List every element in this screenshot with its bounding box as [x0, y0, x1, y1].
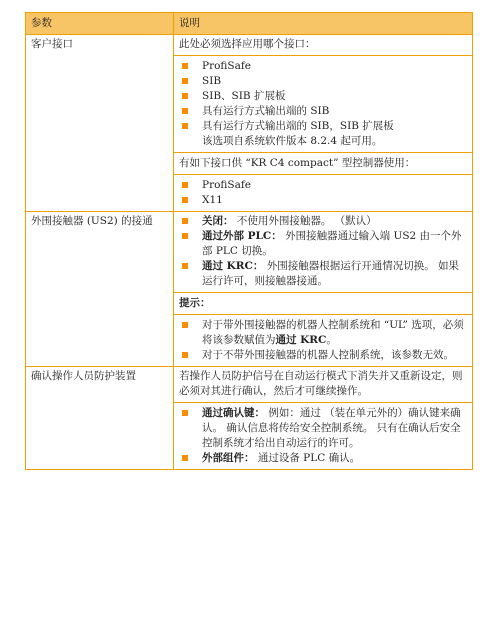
- list-item: SIB、SIB 扩展板: [179, 89, 468, 104]
- param-cell: 确认操作人员防护装置: [26, 367, 174, 470]
- list-item: 通过确认键： 例如：通过 （装在单元外的）确认键来确认。 确认信息将传给安全控制系统。 只有在确认后安全控制系统才给出自动运行的许可。: [179, 406, 468, 451]
- intro-text: 若操作人员防护信号在自动运行模式下消失并又重新设定，则必须对其进行确认，然后才可继续操作。: [179, 370, 463, 397]
- header-param: 参数: [26, 13, 174, 35]
- table-row: [26, 367, 473, 470]
- list-item: 关闭： 不使用外围接触器。 （默认）: [179, 214, 468, 229]
- table-header-row: [26, 13, 473, 35]
- list-item: ProfiSafe: [179, 178, 468, 193]
- list-item: 对于带外围接触器的机器人控制系统和 “UL” 选项，必须将该参数赋值为通过 KRC。: [179, 318, 468, 348]
- header-description: 说明: [174, 13, 473, 35]
- list-item: X11: [179, 193, 468, 208]
- list-item: 通过外部 PLC： 外围接触器通过输入端 US2 由一个外部 PLC 切换。: [179, 229, 468, 259]
- intro-text-2: 有如下接口供 “KR C4 compact” 型控制器使用：: [179, 157, 416, 169]
- bullet-icon: [182, 218, 188, 224]
- bullet-icon: [182, 78, 188, 84]
- bullet-icon: [182, 63, 188, 69]
- bullet-icon: [182, 410, 188, 416]
- list-item: SIB: [179, 74, 468, 89]
- list-item: 对于不带外围接触器的机器人控制系统，该参数无效。: [179, 348, 468, 363]
- bullet-icon: [182, 182, 188, 188]
- bullet-icon: [182, 352, 188, 358]
- list-item: 通过 KRC： 外围接触器根据运行开通情况切换。 如果运行许可，则接触器接通。: [179, 259, 468, 289]
- bullet-icon: [182, 108, 188, 114]
- bullet-icon: [182, 233, 188, 239]
- table-row: [26, 35, 473, 212]
- bullet-icon: [182, 455, 188, 461]
- bullet-icon: [182, 263, 188, 269]
- description-cell: [174, 367, 473, 470]
- description-cell: [174, 35, 473, 212]
- description-cell: [174, 212, 473, 367]
- bullet-icon: [182, 93, 188, 99]
- param-cell: 客户接口: [26, 35, 174, 212]
- note-text: 该选项自系统软件版本 8.2.4 起可用。: [202, 135, 383, 147]
- param-cell: 外围接触器 (US2) 的接通: [26, 212, 174, 367]
- list-item: 外部组件： 通过设备 PLC 确认。: [179, 451, 468, 466]
- bullet-icon: [182, 322, 188, 328]
- intro-text: 此处必须选择应用哪个接口：: [179, 38, 316, 50]
- table-row: [26, 212, 473, 367]
- bullet-icon: [182, 197, 188, 203]
- list-item: ProfiSafe: [179, 59, 468, 74]
- list-item: 具有运行方式输出端的 SIB: [179, 104, 468, 119]
- list-item: 具有运行方式输出端的 SIB，SIB 扩展板: [179, 119, 468, 134]
- bullet-icon: [182, 123, 188, 129]
- hint-label: 提示：: [179, 297, 211, 309]
- parameter-table: [25, 12, 473, 470]
